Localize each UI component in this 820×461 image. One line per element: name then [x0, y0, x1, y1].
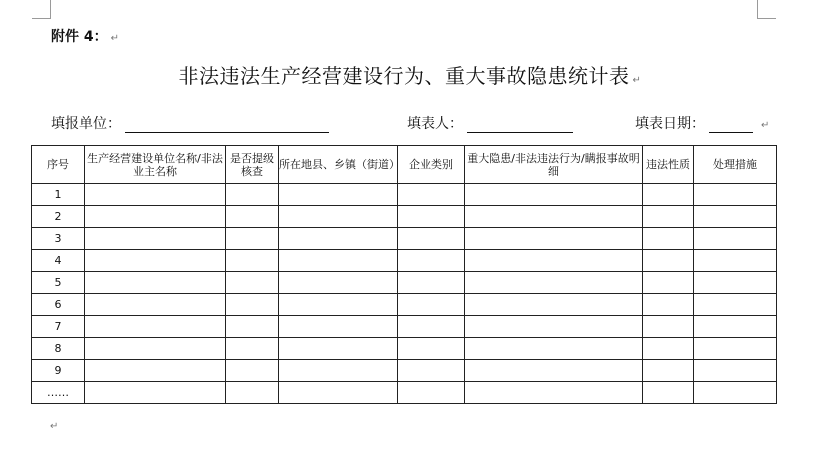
row-number-cell: ……: [32, 382, 85, 404]
table-cell[interactable]: [694, 228, 777, 250]
table-cell[interactable]: [398, 272, 465, 294]
table-cell[interactable]: [643, 316, 694, 338]
header-cell: 企业类别: [398, 146, 465, 184]
table-cell[interactable]: [643, 206, 694, 228]
header-cell: 是否提级核查: [226, 146, 279, 184]
table-row: [32, 206, 777, 228]
table-cell[interactable]: [398, 228, 465, 250]
table-row: [32, 382, 777, 404]
table-cell[interactable]: [465, 338, 643, 360]
table-cell[interactable]: [85, 382, 226, 404]
row-number-cell: 7: [32, 316, 85, 338]
page-title: [0, 60, 820, 89]
table-row: [32, 316, 777, 338]
filler-field: [407, 113, 573, 133]
table-cell[interactable]: [85, 206, 226, 228]
table-cell[interactable]: [226, 294, 279, 316]
table-row: [32, 184, 777, 206]
table-cell[interactable]: [226, 338, 279, 360]
table-cell[interactable]: [398, 184, 465, 206]
unit-field: [51, 113, 329, 133]
row-number-cell: 3: [32, 228, 85, 250]
paragraph-mark-icon: ↵: [632, 75, 642, 86]
row-number-cell: 8: [32, 338, 85, 360]
page-title-text: 非法违法生产经营建设行为、重大事故隐患统计表: [178, 64, 630, 88]
table-cell[interactable]: [643, 272, 694, 294]
header-cell: 违法性质: [643, 146, 694, 184]
table-cell[interactable]: [643, 184, 694, 206]
form-fields-row: [51, 113, 791, 133]
table-cell[interactable]: [85, 272, 226, 294]
table-cell[interactable]: [694, 250, 777, 272]
table-cell[interactable]: [694, 184, 777, 206]
table-cell[interactable]: [398, 294, 465, 316]
paragraph-mark-icon: ↵: [761, 120, 770, 131]
table-row: [32, 294, 777, 316]
paragraph-mark-icon: ↵: [110, 33, 120, 44]
table-cell[interactable]: [465, 228, 643, 250]
table-cell[interactable]: [643, 228, 694, 250]
table-cell[interactable]: [279, 294, 398, 316]
filler-input-line[interactable]: [467, 117, 573, 133]
table-cell[interactable]: [226, 250, 279, 272]
row-number-cell: 2: [32, 206, 85, 228]
table-cell[interactable]: [279, 316, 398, 338]
table-cell[interactable]: [226, 316, 279, 338]
table-cell[interactable]: [694, 294, 777, 316]
table-row: [32, 228, 777, 250]
table-cell[interactable]: [694, 360, 777, 382]
table-cell[interactable]: [465, 316, 643, 338]
table-cell[interactable]: [398, 316, 465, 338]
row-number-cell: 5: [32, 272, 85, 294]
table-cell[interactable]: [694, 382, 777, 404]
table-cell[interactable]: [398, 382, 465, 404]
header-cell: 处理措施: [694, 146, 777, 184]
row-number-cell: 4: [32, 250, 85, 272]
date-label: 填表日期：: [635, 116, 705, 132]
table-row: [32, 272, 777, 294]
table-cell[interactable]: [226, 184, 279, 206]
table-cell[interactable]: [643, 360, 694, 382]
table-cell[interactable]: [279, 382, 398, 404]
row-number-cell: 1: [32, 184, 85, 206]
attachment-label-text: 附件 4：: [51, 29, 108, 45]
table-cell[interactable]: [643, 250, 694, 272]
table-cell[interactable]: [398, 360, 465, 382]
date-input-line[interactable]: [709, 117, 753, 133]
table-cell[interactable]: [85, 228, 226, 250]
table-cell[interactable]: [465, 250, 643, 272]
statistics-table: [31, 145, 777, 404]
table-cell[interactable]: [465, 272, 643, 294]
table-cell[interactable]: [85, 338, 226, 360]
unit-label: 填报单位：: [51, 116, 121, 132]
table-cell[interactable]: [643, 294, 694, 316]
table-cell[interactable]: [279, 338, 398, 360]
table-cell[interactable]: [85, 360, 226, 382]
table-cell[interactable]: [694, 272, 777, 294]
header-cell: 生产经营建设单位名称/非法业主名称: [85, 146, 226, 184]
table-cell[interactable]: [226, 382, 279, 404]
table-cell[interactable]: [279, 228, 398, 250]
table-cell[interactable]: [694, 206, 777, 228]
row-number-cell: 9: [32, 360, 85, 382]
crop-mark-top-right: [757, 0, 776, 19]
table-cell[interactable]: [694, 338, 777, 360]
table-cell[interactable]: [643, 382, 694, 404]
table-cell[interactable]: [694, 316, 777, 338]
table-cell[interactable]: [279, 184, 398, 206]
table-cell[interactable]: [465, 382, 643, 404]
table-cell[interactable]: [465, 360, 643, 382]
table-header-row: [32, 146, 777, 184]
filler-label: 填表人：: [407, 116, 463, 132]
date-field: [635, 113, 769, 133]
header-cell: 序号: [32, 146, 85, 184]
table-cell[interactable]: [279, 206, 398, 228]
table-cell[interactable]: [85, 250, 226, 272]
table-cell[interactable]: [85, 294, 226, 316]
table-body: [32, 184, 777, 404]
table-cell[interactable]: [279, 250, 398, 272]
paragraph-mark-icon: ↵: [50, 421, 59, 432]
table-cell[interactable]: [226, 228, 279, 250]
table-cell[interactable]: [226, 360, 279, 382]
table-cell[interactable]: [279, 360, 398, 382]
header-cell: 所在地县、乡镇（街道）: [279, 146, 398, 184]
unit-input-line[interactable]: [125, 117, 329, 133]
table-cell[interactable]: [398, 250, 465, 272]
table-cell[interactable]: [465, 184, 643, 206]
header-cell: 重大隐患/非法违法行为/瞒报事故明 细: [465, 146, 643, 184]
table-cell[interactable]: [643, 338, 694, 360]
table-cell[interactable]: [226, 206, 279, 228]
table-row: [32, 360, 777, 382]
row-number-cell: 6: [32, 294, 85, 316]
crop-mark-top-left: [32, 0, 51, 19]
table-cell[interactable]: [279, 272, 398, 294]
table-cell[interactable]: [85, 184, 226, 206]
attachment-label: [51, 26, 119, 46]
table-cell[interactable]: [465, 294, 643, 316]
table-row: [32, 250, 777, 272]
table-row: [32, 338, 777, 360]
table-cell[interactable]: [398, 206, 465, 228]
table-cell[interactable]: [85, 316, 226, 338]
table-cell[interactable]: [226, 272, 279, 294]
table-cell[interactable]: [465, 206, 643, 228]
table-cell[interactable]: [398, 338, 465, 360]
